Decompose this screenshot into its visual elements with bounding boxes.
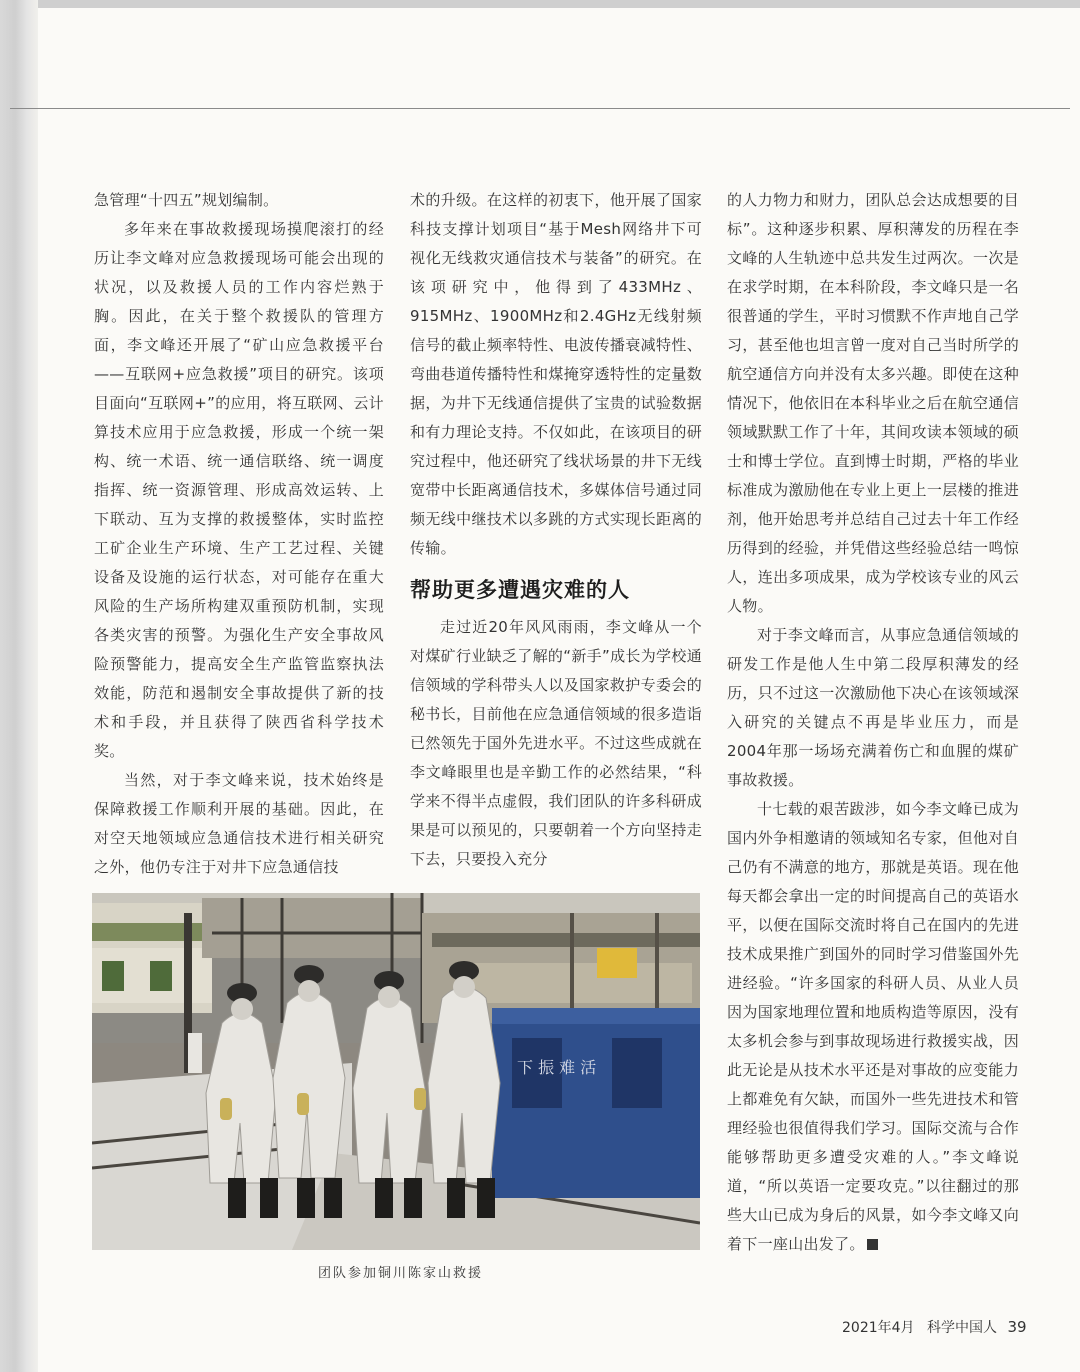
- paragraph: 当然，对于李文峰来说，技术始终是保障救援工作顺利开展的基础。因此，在对空天地领域应急通信技术进行相关研究之外，他仍专注于对井下应急通信技: [94, 771, 384, 876]
- section-heading: 帮助更多遭遇灾难的人: [410, 578, 630, 602]
- article-column-3: [727, 186, 1019, 1259]
- magazine-name: 科学中国人: [927, 1320, 997, 1336]
- paragraph: 多年来在事故救援现场摸爬滚打的经历让李文峰对应急救援现场可能会出现的状况，以及救援人员的工作内容烂熟于胸。因此，在关于整个救援队的管理方面，李文峰还开展了“矿山应急救援平台——互联网+应急救援”项目的研究。该项目面向“互联网+”的应用，将互联网、云计算技术应用于应急救援，形成一个统一架构、统一术语、统一通信联络、统一调度指挥、统一资源管理、形成高效运转、上下联动、互为支撑的救援整体，实时监控工矿企业生产环境、生产工艺过程、关键设备及设施的运行状态，对可能存在重大风险的生产场所构建双重预防机制，实现各类灾害的预警。为强化生产安全事故风险预警能力，提高安全生产监管监察执法效能，防范和遏制安全事故提供了新的技术和手段，并且获得了陕西省科学技术奖。: [94, 220, 384, 760]
- train-sign-text: 下 振 难 活: [517, 1058, 597, 1077]
- article-column-2: [410, 186, 702, 874]
- issue-date: 2021年4月: [842, 1320, 915, 1336]
- scan-top-edge: [0, 0, 1080, 8]
- header-rule: [10, 108, 1070, 109]
- paragraph: 术的升级。在这样的初衷下，他开展了国家科技支撑计划项目“基于Mesh网络井下可视化无线救灾通信技术与装备”的研究。在该项研究中，他得到了433MHz、915MHz、1900MHz和2.4GHz无线射频信号的截止频率特性、电波传播衰减特性、弯曲巷道传播特性和煤掩穿透特性的定量数据，为井下无线通信提供了宝贵的试验数据和有力理论支持。不仅如此，在该项目的研究过程中，他还研究了线状场景的井下无线宽带中长距离通信技术，多媒体信号通过同频无线中继技术以多跳的方式实现长距离的传输。: [410, 191, 702, 557]
- page-number: 39: [1007, 1318, 1027, 1336]
- paragraph: 急管理“十四五”规划编制。: [94, 191, 279, 209]
- article-column-1: [94, 186, 384, 882]
- paragraph: 走过近20年风风雨雨，李文峰从一个对煤矿行业缺乏了解的“新手”成长为学校通信领域的学科带头人以及国家救护专委会的秘书长，目前他在应急通信领域的很多造诣已然领先于国外先进水平。不过这些成就在李文峰眼里也是辛勤工作的必然结果，“科学来不得半点虚假，我们团队的许多科研成果是可以预见的，只要朝着一个方向坚持走下去，只要投入充分: [410, 618, 702, 868]
- paragraph: 对于李文峰而言，从事应急通信领域的研发工作是他人生中第二段厚积薄发的经历，只不过这一次激励他下决心在该领域深入研究的关键点不再是毕业压力，而是2004年那一场场充满着伤亡和血腥的煤矿事故救援。: [727, 626, 1019, 789]
- photo-illustration: [92, 893, 700, 1250]
- page-footer: [842, 1317, 1027, 1337]
- paragraph-text: 十七载的艰苦跋涉，如今李文峰已成为国内外争相邀请的领域知名专家，但他对自己仍有不满意的地方，那就是英语。现在他每天都会拿出一定的时间提高自己的英语水平，以便在国际交流时将自己在国内的先进技术成果推广到国外的同时学习借鉴国外先进经验。“许多国家的科研人员、从业人员因为国家地理位置和地质构造等原因，没有太多机会参与到事故现场进行救援实战，因此无论是从技术水平还是对事故的应变能力上都难免有欠缺，而国外一些先进技术和管理经验也很值得我们学习。国际交流与合作能够帮助更多遭受灾难的人。”李文峰说道，“所以英语一定要攻克。”以往翻过的那些大山已成为身后的风景，如今李文峰又向着下一座山出发了。: [727, 800, 1019, 1253]
- rescue-team-photo: [92, 893, 700, 1250]
- paragraph: 的人力物力和财力，团队总会达成想要的目标”。这种逐步积累、厚积薄发的历程在李文峰的人生轨迹中总共发生过两次。一次是在求学时期，在本科阶段，李文峰只是一名很普通的学生，平时习惯默不作声地自己学习，甚至他也坦言曾一度对自己当时所学的航空通信方向并没有太多兴趣。即使在这种情况下，他依旧在本科毕业之后在航空通信领域默默工作了十年，其间攻读本领域的硕士和博士学位。直到博士时期，严格的毕业标准成为激励他在专业上更上一层楼的推进剂，他开始思考并总结自己过去十年工作经历得到的经验，并凭借这些经验总结一鸣惊人，连出多项成果，成为学校该专业的风云人物。: [727, 191, 1019, 615]
- paragraph: [727, 795, 1019, 1259]
- binding-shadow: [0, 0, 38, 1372]
- end-of-article-mark: [867, 1239, 878, 1250]
- photo-caption: 团队参加铜川陈家山救援: [318, 1266, 484, 1281]
